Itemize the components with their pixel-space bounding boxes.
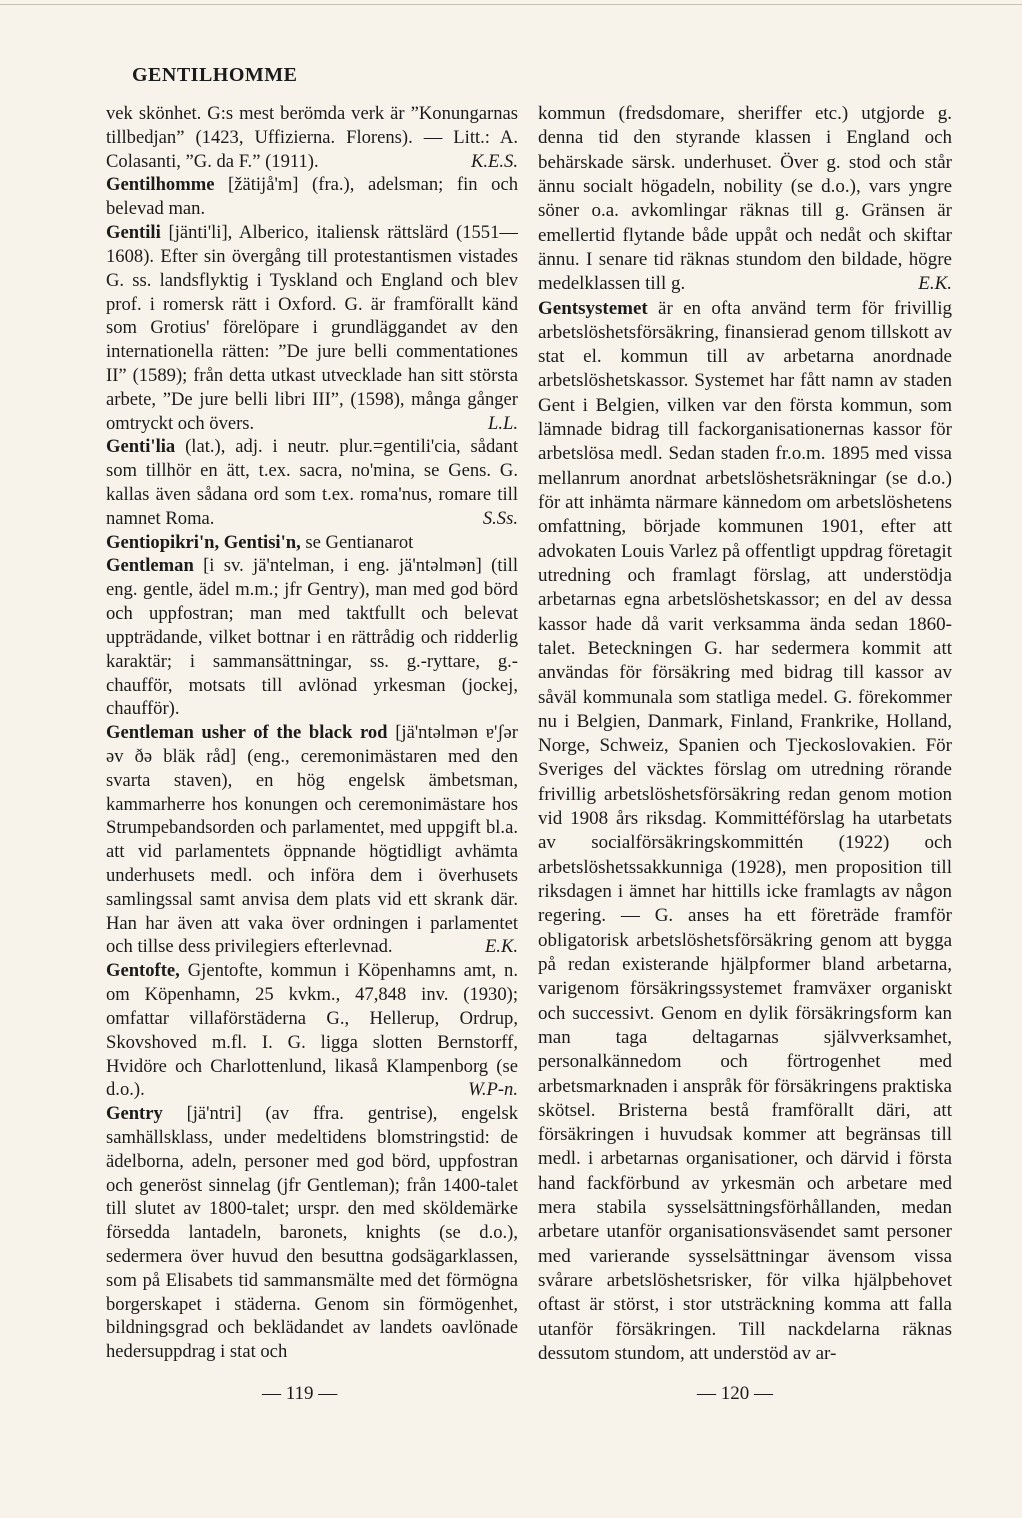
entry-text: kommun (fredsdomare, sheriffer etc.) utgjorde g. denna tid den styrande klassen i England och behärskade särsk. underhuset. Över g. stod och står ännu socialt högadeln, nobility (se d.o.), vars yngre söner o.a. avkomlingar räknas till g. Gränsen är emellertid flytande både uppåt och nedåt och skiftar ännu. I senare tid räknas stundom den bildade, högre medelklassen till g. <box>538 103 952 295</box>
entry-text: Gjentofte, kommun i Köpenhamns amt, n. om Köpenhamn, 25 kvkm., 47,848 inv. (1930); omfattar villaförstäderna G., Hellerup, Ordrup, Skovshoved m.fl. I. G. ligga slotten Bernstorff, Hvidöre och Charlottenlund, likaså Klampenborg (se d.o.). <box>106 960 518 1101</box>
entry-text: vek skönhet. G:s mest berömda verk är ”Konungarnas tillbedjan” (1423, Uffizierna. Florens). — Litt.: A. Colasanti, ”G. da F.” (1911). <box>106 103 518 172</box>
running-head: GENTILHOMME <box>132 64 298 86</box>
entry-gentili <box>106 221 518 435</box>
entry-paragraph <box>106 102 518 173</box>
entry-text: [žätijå'm] (fra.), adelsman; fin och belevad man. <box>106 174 518 220</box>
entry-text: [jä'ntəlmən ɐ'ʃər əv ðə bläk råd] (eng., ceremonimästaren med den svarta staven), en hög engelsk ämbetsman, kammarherre hos konungen och ceremonimästare hos Strumpebandsorden och parlamentet, med uppgift bl.a. att vid parlamentets öppnande högtidligt avhämta underhusets medl. och införa dem i överhusets samlingssal samt anvisa dem plats vid ett skrank där. Han har även att vaka över ordningen i parlamentet och tillse dess privilegiers efterlevnad. <box>106 722 518 958</box>
author-signature: L.L. <box>488 412 518 434</box>
entry-headword: Gentleman <box>106 555 194 577</box>
entry-gentleman-usher <box>106 721 518 959</box>
entry-text: [jä'ntri] (av ffra. gentrise), engelsk samhällsklass, under medeltidens blomstringstid: de ädelborna, adeln, personer med god börd, uppfostran och generöst sinnelag (jfr Gentleman); från 1400-talet till slutet av 1800-talet; urspr. den med sköldemärke försedda lantadeln, baronets, knights (se d.o.), sedermera över huvud den besuttna godsägarklassen, som på Elisabets tid sammansmälte med det förmögna borgerskapet i städerna. Genom sin förmögenhet, bildningsgrad och beklädandet av landets oavlönade hedersuppdrag i stat och <box>106 1103 518 1363</box>
right-column <box>538 102 952 1366</box>
entry-gentry <box>106 1102 518 1364</box>
entry-headword: Gentili <box>106 222 161 244</box>
entry-text: se Gentianarot <box>300 531 414 553</box>
entry-headword: Gentiopikri'n, Gentisi'n, <box>106 531 301 553</box>
author-signature: K.E.S. <box>470 150 518 172</box>
entry-gentsystemet <box>538 297 952 1367</box>
entry-paragraph <box>538 102 952 297</box>
entry-text: [jänti'li], Alberico, italiensk rättslärd (1551—1608). Efter sin övergång till protestantismen vistades G. ss. landsflyktig i Tyskland och England och blev prof. i romersk rätt i Oxford. G. är framförallt känd som Grotius' förelöpare i grundläggandet av den internationella rätten: ”De jure belli commentationes II” (1589); från detta utkast utvecklade han sitt största arbete, ”De jure belli libri III”, (1598), många gånger omtryckt och övers. <box>106 222 518 434</box>
entry-gentilia <box>106 435 518 530</box>
top-rule <box>0 4 1022 5</box>
entry-text: är en ofta använd term för frivillig arbetslöshetsförsäkring, finansierad genom tillskott av stat el. kommun till av arbetarna anordnade arbetslöshetskassor. Systemet har fått namn av staden Gent i Belgien, vilken var den första kommun, som lämnade bidrag till fackorganisationernas kassor för arbetslösa medl. Sedan staden fr.o.m. 1895 med vissa mellanrum anordnat arbetslöshetsräkningar (se d.o.) för att inhämta närmare kännedom om arbetslöshetens omfattning, började kommunen 1901, efter att advokaten Louis Varlez på offentligt uppdrag företagit utredning och framlagt förslag, att understödja arbetarnas egna arbetslöshetskassor; en del av dessa kassor hade då varit verksamma ända sedan 1860-talet. Beteckningen G. har sedermera kommit att användas för försäkring med bidrag till kassor av såväl kommunala som statliga medel. G. förekommer nu i Belgien, Danmark, Finland, Frankrike, Holland, Norge, Schweiz, Spanien och Tjeckoslovakien. För Sveriges del väcktes förslag om utredning rörande frivillig arbetslöshetsförsäkring redan genom motion vid 1908 års riksdag. Kommittéförslag ha utarbetats av socialförsäkringskommittén (1922) och arbetslöshetssakkunniga (1928), men proposition till riksdagen i ämnet har hittills icke framlagts av någon regering. — G. anses ha ett företräde framför obligatorisk arbetslöshetsförsäkring genom att bygga på redan existerande hjälpformer bland arbetarna, varigenom försäkringssystemet framväxer organiskt och successivt. Genom en dylik försäkringsform kan man taga deltagarnas självverksamhet, personalkännedom och förtrogenhet med arbetsmarknaden i anspråk för försäkringens praktiska skötsel. Bristerna bestå framförallt däri, att försäkringen i huvudsak kommer att begränsas till medl. i arbetarnas organisationer, och därvid i första hand fackförbund av yrkesmän och arbetare med mera stabila sysselsättningsförhållanden, medan arbetare utanför organisationsväsendet samt personer med varierande sysselsättningar ävensom vissa svårare arbetslöshetsrisker, för vilka hjälpbehovet oftast är störst, i stor utsträckning komma att falla utanför försäkringen. Till nackdelarna räknas dessutom stundom, att understöd av ar- <box>538 297 952 1364</box>
author-signature: E.K. <box>484 936 518 958</box>
page-number-right: — 120 — <box>697 1383 773 1404</box>
entry-text: [i sv. jä'ntelman, i eng. jä'ntəlmən] (till eng. gentle, ädel m.m.; jfr Gentry), man med god börd och uppfostran; man med taktfullt och belevat uppträdande, vilket bottnar i en rättrådig och ridderlig karaktär; i sammansättningar, ss. g.-ryttare, g.-chaufför, motsats till avlönad yrkesman (jockej, chaufför). <box>106 555 518 720</box>
entry-headword: Gentilhomme <box>106 174 215 196</box>
page-number-left: — 119 — <box>262 1383 338 1404</box>
author-signature: W.P-n. <box>468 1079 518 1101</box>
entry-text: (lat.), adj. i neutr. plur.=gentili'cia, sådant som tillhör en ätt, t.ex. sacra, no'mina, se Gens. G. kallas även sådana ord som t.ex. roma'nus, romare till namnet Roma. <box>106 436 518 529</box>
entry-headword: Gentsystemet <box>538 297 648 319</box>
left-column <box>106 102 518 1364</box>
entry-headword: Gentry <box>106 1103 163 1125</box>
author-signature: S.Ss. <box>482 507 518 529</box>
entry-gentofte <box>106 959 518 1102</box>
entry-gentleman <box>106 554 518 721</box>
author-signature: E.K. <box>918 273 952 295</box>
entry-gentilhomme <box>106 173 518 221</box>
entry-gentiopikrin <box>106 531 518 555</box>
entry-headword: Genti'lia <box>106 436 176 458</box>
entry-headword: Gentofte, <box>106 960 180 982</box>
entry-headword: Gentleman usher of the black rod <box>106 722 388 744</box>
